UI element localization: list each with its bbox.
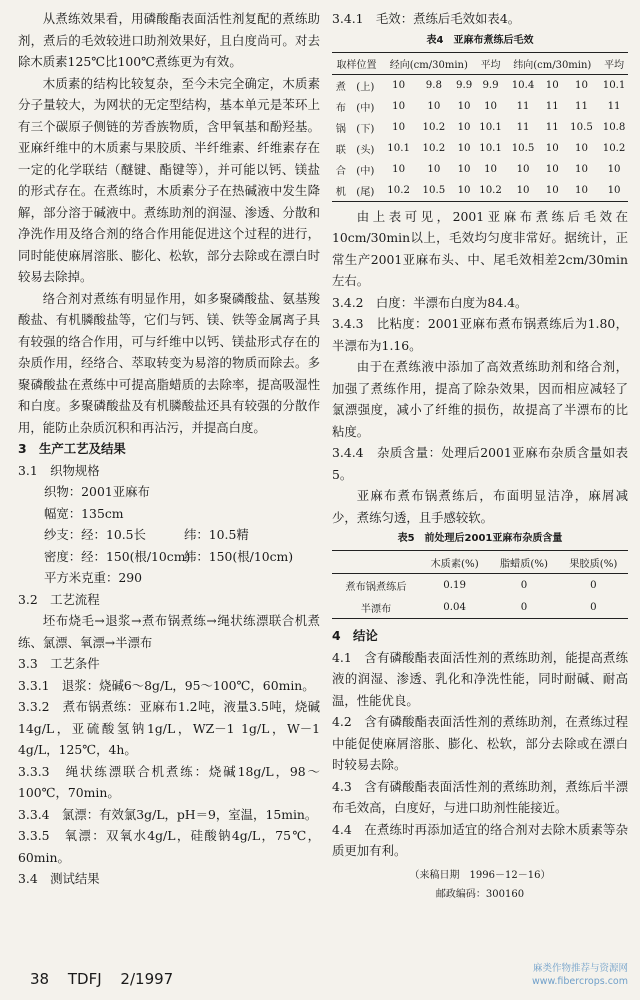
section-3-4-heading: 3.4 测试结果 — [18, 871, 100, 886]
table4-header-cell: 平均 — [480, 59, 501, 71]
table4-cell: (上) — [356, 81, 375, 93]
table4-cell: 10 — [392, 121, 406, 133]
table4-cell: 10 — [484, 163, 498, 175]
table4-cell: 10 — [457, 121, 471, 133]
table4-cell: 10.4 — [511, 79, 535, 91]
table5-cell: 0.04 — [443, 601, 466, 613]
para-complexing-agent: 络合剂对煮练有明显作用，如多聚磷酸盐、氨基羧酸盐、有机膦酸盐等，它们与钙、镁、铁等金属离子具有较强的络合作用，可与纤维中以钙、镁盐形式存在的杂质作用，经络合、萃取转变为易溶的物质而除去。多聚磷酸盐在煮练中可提高脂蜡质的去除率，提高吸湿性和白度。多聚磷酸盐及有机膦酸盐还具有较强的分散作用，能防止杂质沉积和再沾污，并提高白度。 — [18, 290, 320, 435]
table4-cell: 10.5 — [511, 142, 535, 154]
table4-cell: 10 — [457, 163, 471, 175]
page-number: 38 — [30, 970, 50, 988]
condition-3-3-5: 3.3.5 氧漂：双氧水4g/L，硅酸钠4g/L，75℃，60min。 — [18, 828, 320, 865]
table4-cell: 10 — [484, 100, 498, 112]
journal-name: TDFJ — [67, 970, 102, 988]
table4-cell: 11 — [607, 100, 621, 112]
condition-3-3-2: 3.3.2 煮布锅煮练：亚麻布1.2吨，液量3.5吨，烧碱14g/L，亚硫酸氢钠1g/L，WZ－1 1g/L，W－1 4g/L，125℃，4h。 — [18, 699, 320, 757]
table4-cell: 10 — [427, 100, 441, 112]
section-3-2-heading: 3.2 工艺流程 — [18, 591, 100, 607]
table4-row — [332, 180, 628, 202]
conclusion-4-1: 4.1 含有磷酸酯表面活性剂的煮练助剂，能提高煮练液的润湿、渗透、乳化和净洗性能，同时耐碱、耐高温，性能优良。 — [332, 649, 628, 708]
table4-cell: 10 — [575, 79, 588, 91]
section-3-4-1: 3.4.1 毛效：煮练后毛效如表4。 — [332, 11, 521, 26]
para-lignin: 木质素的结构比较复杂，至今未完全确定，木质素分子量较大，为网状的无定型结构，基本单元是苯环上有三个碳原子侧链的芳香族物质，含甲氧基和酚羟基。亚麻纤维中的木质素与果胶质、半纤维素、纤维素存在一定的化学联结（醚键、酯键等），并可能以钙、镁盐的形式存在。在煮练时，木质素分子在热碱液中发生降解，部分溶于碱液中。煮练助剂的润湿、渗透、分散和净洗作用及络合剂的络合作用能促进这个过程的进行，同时能使麻屑溶胀、膨化、松软，部分去除或在漂白时较易去除掉。 — [18, 75, 320, 284]
table4-cell: 合 — [335, 165, 346, 177]
para-viscosity: 由于在煮练液中添加了高效煮练助剂和络合剂，加强了煮练作用，提高了除杂效果，因而相应减轻了氯漂强度，减小了纤维的损伤，故提高了半漂布的比粘度。 — [332, 359, 628, 439]
table4-cell: 10.8 — [602, 121, 626, 133]
table4-cell: 锅 — [335, 123, 346, 135]
table4-cell: 10 — [575, 142, 588, 154]
watermark-line2: www.fibercrops.com — [531, 976, 628, 987]
section-3-3-heading: 3.3 工艺条件 — [18, 656, 100, 671]
table4-cell: 10 — [545, 184, 559, 196]
table4-row — [332, 159, 628, 180]
table5-cell: 0 — [590, 601, 597, 613]
table4-cell: 布 — [335, 102, 346, 114]
table4-cell: (下) — [356, 123, 375, 135]
condition-3-3-4: 3.3.4 氯漂：有效氯3g/L，pH＝9，室温，15min。 — [18, 806, 318, 822]
table4-header-cell: 经向(cm/30min) — [389, 59, 468, 71]
table4-cell: (中) — [356, 102, 375, 114]
table4-cell: 10.1 — [479, 142, 502, 154]
table4-cell: 10.1 — [479, 121, 502, 133]
table4-cell: 10.1 — [602, 79, 626, 91]
issue-number: 2/1997 — [120, 970, 174, 988]
table4-row — [332, 96, 628, 117]
table4-cell: (中) — [356, 165, 375, 177]
table4-cell: 9.8 — [425, 79, 442, 91]
table4-cell: 10 — [607, 163, 621, 175]
table5-cell: 0.19 — [443, 579, 466, 591]
table4-row — [332, 117, 628, 138]
spec-density-weft: 纬：150(根/10cm) — [184, 548, 294, 564]
table4-cell: 机 — [335, 186, 346, 198]
spec-weight: 平方米克重：290 — [44, 570, 142, 585]
table4-cell: 10.2 — [387, 184, 410, 196]
table4-cell: 10 — [516, 184, 530, 196]
spec-yarn — [18, 524, 320, 546]
conclusion-4-3: 4.3 含有磷酸酯表面活性剂的煮练助剂，煮练后半漂布毛效高，白度好，与进口助剂性能接近。 — [332, 778, 628, 815]
table4-header-cell: 纬向(cm/30min) — [513, 59, 592, 71]
table4-cell: 10 — [392, 100, 406, 112]
table4-cell: 10 — [516, 163, 530, 175]
section-3-heading: 3 生产工艺及结果 — [18, 441, 126, 456]
table5-header-cell: 木质素(%) — [430, 558, 479, 570]
spec-fabric: 织物：2001亚麻布 — [44, 484, 150, 499]
table5-row — [332, 574, 628, 597]
left-column — [18, 8, 320, 890]
table4-cell: 10 — [545, 163, 559, 175]
table4-cell: 11 — [575, 100, 588, 112]
table5-header-cell — [332, 551, 420, 574]
table4-cell: 9.9 — [455, 79, 473, 91]
table4-cell: 10.2 — [479, 184, 502, 196]
table4-cell: 11 — [545, 121, 559, 133]
table4-body — [332, 74, 628, 201]
table4-cell: 联 — [335, 144, 346, 156]
watermark — [532, 962, 628, 988]
section-3-4-2: 3.4.2 白度：半漂布白度为84.4。 — [332, 294, 528, 310]
table5 — [332, 550, 628, 619]
table5-body — [332, 574, 628, 619]
table4-cell: (头) — [356, 144, 375, 156]
table4-cell: 10 — [392, 79, 406, 91]
section-3-1-heading: 3.1 织物规格 — [18, 462, 100, 478]
conclusion-4-2: 4.2 含有磷酸酯表面活性剂的煮练助剂，在煮练过程中能促使麻屑溶胀、膨化、松软，部分去除或在漂白时较易去除。 — [332, 714, 628, 772]
table4-caption: 表4 亚麻布煮练后毛效 — [426, 34, 534, 46]
table4-cell: 10 — [607, 184, 621, 196]
table5-header-cell: 果胶质(%) — [569, 558, 618, 570]
para-scouring-effect: 从煮练效果看，用磷酸酯表面活性剂复配的煮练助剂，煮后的毛效较进口助剂效果好，且白度尚可。对去除木质素125℃比100℃煮练更为有效。 — [18, 11, 320, 69]
table5-header-row — [332, 551, 628, 574]
condition-3-3-1: 3.3.1 退浆：烧碱6～8g/L，95～100℃，60min。 — [18, 677, 315, 693]
table4-row — [332, 74, 628, 96]
table5-header-cell: 脂蜡质(%) — [499, 558, 549, 570]
table5-cell: 0 — [520, 579, 528, 591]
spec-density — [18, 546, 320, 568]
table4-header-cell: 取样位置 — [336, 59, 377, 71]
table4-cell: 11 — [516, 121, 530, 133]
table4-cell: (尾) — [356, 186, 375, 198]
table4-cell: 10.2 — [422, 142, 446, 154]
table4-cell: 10 — [575, 184, 588, 196]
para-table4-analysis: 由上表可见，2001亚麻布煮练后毛效在10cm/30min以上，毛效均匀度非常好。据统计，正常生产2001亚麻布头、中、尾毛效相差2cm/30min左右。 — [332, 208, 628, 288]
table4-header-row — [332, 52, 628, 74]
table4-cell: 10 — [457, 100, 471, 112]
postal-code: 邮政编码：300160 — [435, 888, 525, 900]
table5-cell: 煮布锅煮练后 — [345, 581, 407, 593]
table4-cell: 11 — [545, 100, 559, 112]
table4-cell: 10 — [575, 163, 588, 175]
conclusion-4-4: 4.4 在煮练时再添加适宜的络合剂对去除木质素等杂质更加有利。 — [332, 821, 628, 858]
table5-cell: 半漂布 — [360, 603, 392, 615]
table4-cell: 10 — [457, 184, 471, 196]
spec-width: 幅宽：135cm — [44, 505, 124, 521]
para-impurity: 亚麻布煮布锅煮练后，布面明显洁净，麻屑减少，煮练匀透，且手感较软。 — [332, 488, 628, 525]
spec-density-warp: 密度：经：150(根/10cm) — [44, 548, 191, 564]
table4-cell: 10 — [545, 79, 559, 91]
table4-cell: 10.5 — [422, 184, 446, 196]
table5-caption: 表5 前处理后2001亚麻布杂质含量 — [397, 533, 563, 544]
table5-cell: 0 — [590, 579, 597, 591]
table5-cell: 0 — [520, 601, 528, 613]
table4-cell: 10 — [545, 142, 559, 154]
section-3-4-3: 3.4.3 比粘度：2001亚麻布煮布锅煮练后为1.80，半漂布为1.16。 — [332, 316, 628, 353]
condition-3-3-3: 3.3.3 绳状练漂联合机煮练：烧碱18g/L，98～100℃，70min。 — [18, 763, 320, 800]
table4-cell: 10.5 — [570, 121, 593, 133]
table4-cell: 10.2 — [602, 142, 626, 154]
table4-cell: 10.2 — [422, 121, 446, 133]
received-date: （来稿日期 1996－12－16） — [409, 869, 551, 881]
table4-row — [332, 138, 628, 159]
table4-cell: 10 — [392, 163, 406, 175]
right-column — [332, 8, 628, 904]
table4-header-cell: 平均 — [604, 59, 625, 71]
table5-row — [332, 596, 628, 619]
table4-cell: 10 — [457, 142, 471, 154]
section-3-4-4: 3.4.4 杂质含量：处理后2001亚麻布杂质含量如表5。 — [332, 445, 628, 482]
page-footer — [30, 970, 187, 988]
table4-cell: 10 — [427, 163, 441, 175]
spec-yarn-warp: 纱支：经：10.5长 — [44, 527, 146, 542]
table4-cell: 10.1 — [387, 142, 410, 154]
table4-cell: 煮 — [335, 81, 346, 93]
spec-yarn-weft: 纬：10.5精 — [184, 527, 249, 542]
watermark-line1: 麻类作物推荐与资源网 — [532, 963, 628, 974]
table4-cell: 9.9 — [482, 79, 499, 91]
process-flow: 坯布烧毛→退浆→煮布锅煮练→绳状练漂联合机煮练、氯漂、氧漂→半漂布 — [18, 613, 320, 650]
section-4-heading: 4 结论 — [332, 628, 378, 643]
table4 — [332, 52, 628, 202]
table4-cell: 11 — [516, 100, 530, 112]
